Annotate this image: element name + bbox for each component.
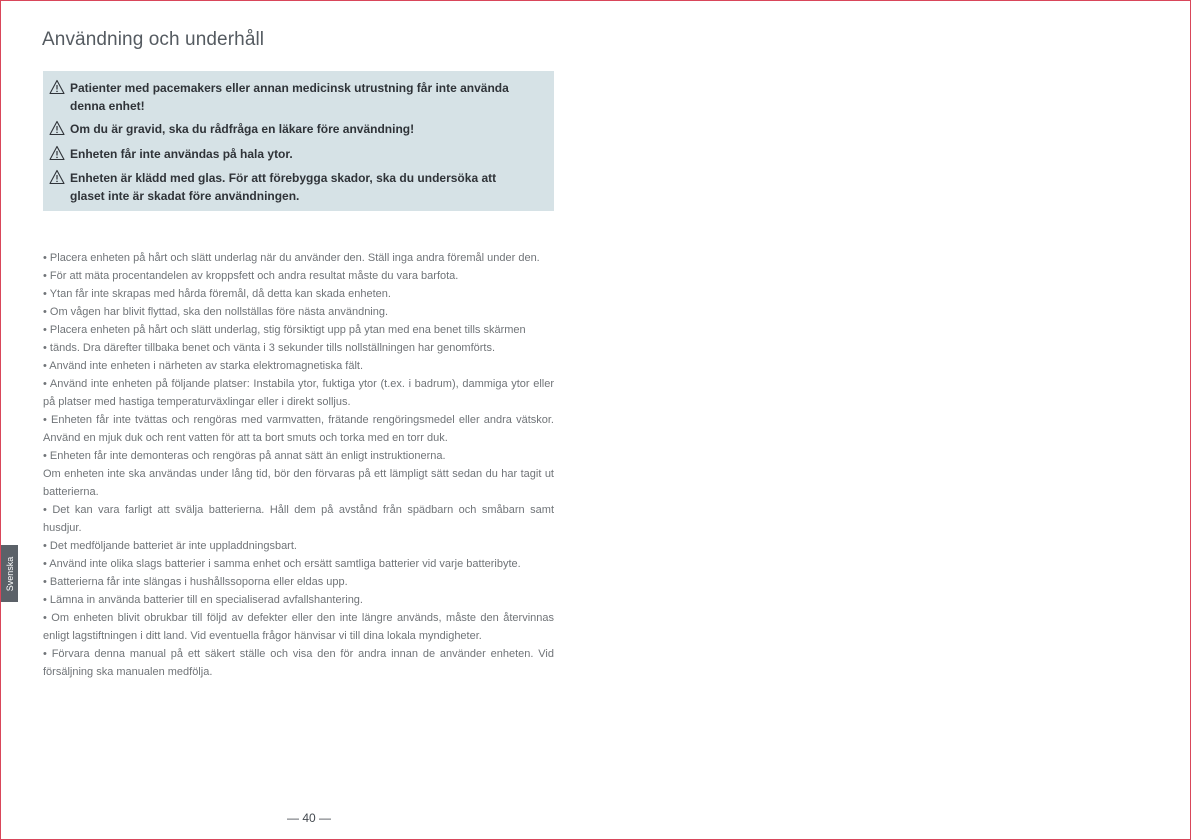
instruction-item: • Lämna in använda batterier till en specialiserad avfallshantering. xyxy=(43,594,363,606)
instruction-item: • Använd inte enheten i närheten av starka elektromagnetiska fält. xyxy=(43,360,363,372)
instruction-item: • Enheten får inte tvättas och rengöras med varmvatten, frätande rengöringsmedel eller andra vätskor. Använd en mjuk duk och rent vatten för att ta bort smuts och torka med en torr duk. xyxy=(43,414,554,444)
language-tab-label: Svenska xyxy=(4,556,15,591)
instruction-item: • Placera enheten på hårt och slätt underlag, stig försiktigt upp på ytan med ena benet tills skärmen xyxy=(43,324,526,336)
instruction-item: • Om vågen har blivit flyttad, ska den nollställas före nästa användning. xyxy=(43,306,389,318)
instruction-item: Om enheten inte ska användas under lång tid, bör den förvaras på ett lämpligt sätt sedan du har tagit ut batterierna. xyxy=(43,468,554,498)
instruction-item: • Ytan får inte skrapas med hårda föremål, då detta kan skada enheten. xyxy=(43,288,391,300)
instruction-item: • Om enheten blivit obrukbar till följd av defekter eller den inte längre används, måste den återvinnas enligt lagstiftningen i ditt land. Vid eventuella frågor hänvisar vi till dina lokala myndigheter. xyxy=(43,612,554,642)
warning-box xyxy=(43,71,554,211)
instruction-item: • Använd inte olika slags batterier i samma enhet och ersätt samtliga batterier vid varje batteribyte. xyxy=(43,558,521,570)
instruction-item: • Använd inte enheten på följande platser: Instabila ytor, fuktiga ytor (t.ex. i badrum), dammiga ytor eller på platser med hastiga temperaturväxlingar eller i direkt solljus. xyxy=(43,378,554,408)
warning-triangle-icon xyxy=(49,145,65,161)
instruction-item: • Det kan vara farligt att svälja batterierna. Håll dem på avstånd från spädbarn och småbarn samt husdjur. xyxy=(43,504,554,534)
instruction-item: • Förvara denna manual på ett säkert ställe och visa den för andra innan de använder enheten. Vid försäljning ska manualen medfölja. xyxy=(43,648,554,678)
warning-triangle-icon xyxy=(49,169,65,185)
warning-text: Enheten får inte användas på hala ytor. xyxy=(70,147,293,161)
instruction-item: • För att mäta procentandelen av kroppsfett och andra resultat måste du vara barfota. xyxy=(43,270,459,282)
warning-triangle-icon xyxy=(49,120,65,136)
page-number: — 40 — xyxy=(287,811,332,825)
warning-text: Enheten är klädd med glas. För att förebygga skador, ska du undersöka att glaset inte är skadat före användningen. xyxy=(70,171,497,203)
instruction-item: • Det medföljande batteriet är inte uppladdningsbart. xyxy=(43,540,297,552)
language-tab xyxy=(1,545,18,602)
instructions-list xyxy=(43,249,554,681)
instruction-item: • Enheten får inte demonteras och rengöras på annat sätt än enligt instruktionerna. xyxy=(43,450,446,462)
warning-text: Om du är gravid, ska du rådfråga en läkare före användning! xyxy=(70,122,415,136)
instruction-item: • Batterierna får inte slängas i hushållssoporna eller eldas upp. xyxy=(43,576,348,588)
warning-triangle-icon xyxy=(49,79,65,95)
instruction-item: • Placera enheten på hårt och slätt underlag när du använder den. Ställ inga andra föremål under den. xyxy=(43,252,540,264)
page-title: Användning och underhåll xyxy=(42,29,265,50)
warning-text: Patienter med pacemakers eller annan medicinsk utrustning får inte använda denna enhet! xyxy=(70,81,509,113)
instruction-item: • tänds. Dra därefter tillbaka benet och vänta i 3 sekunder tills nollställningen har genomförts. xyxy=(43,342,496,354)
